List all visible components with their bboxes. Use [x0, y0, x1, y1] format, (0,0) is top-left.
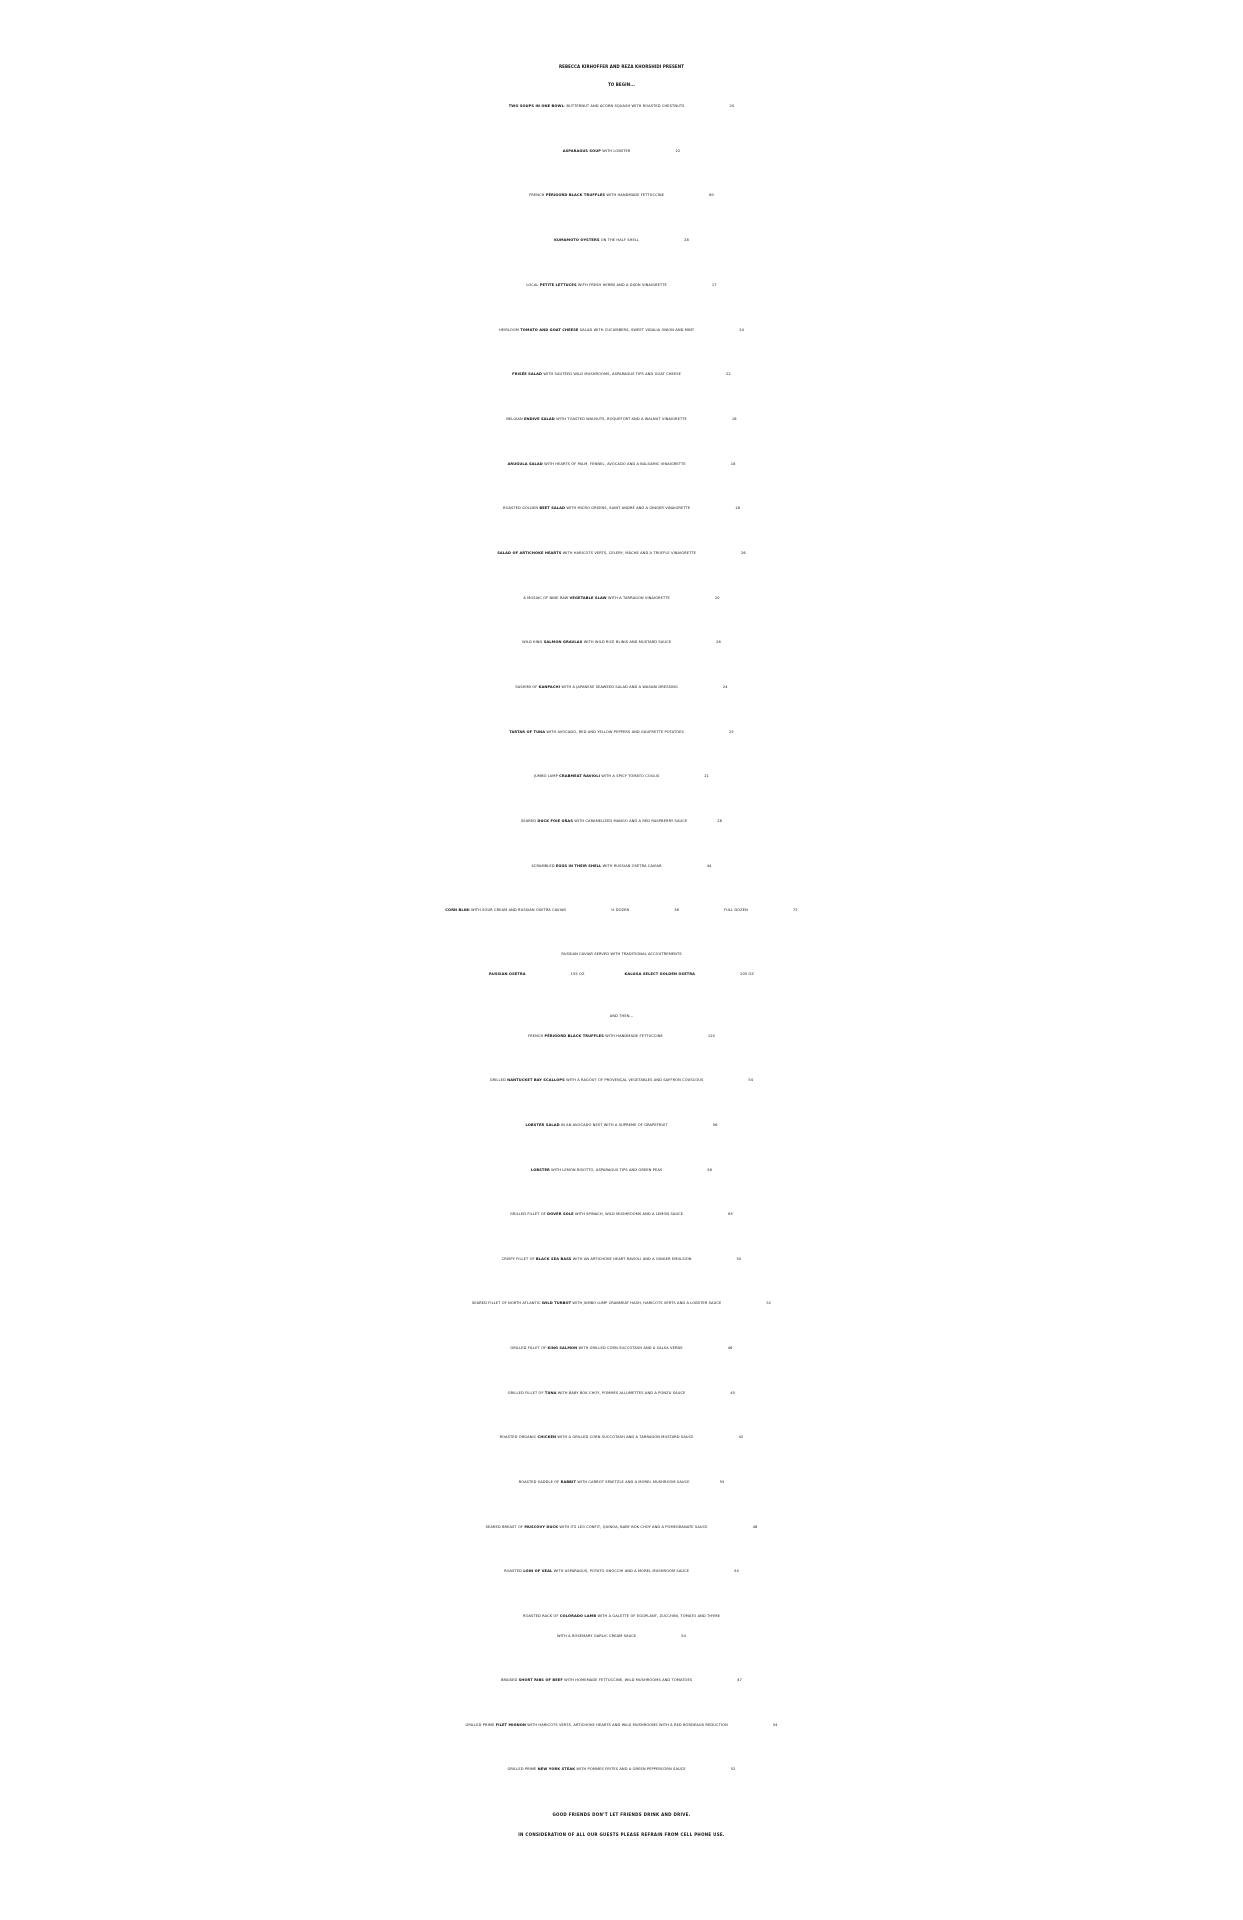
dish-name: EGGS IN THEIR SHELL	[555, 864, 602, 868]
dish-name: VEGETABLE SLAW	[569, 596, 607, 600]
dish-price: 54	[748, 1078, 754, 1082]
dish-price: 25	[728, 730, 734, 734]
menu-item: ROASTED ORGANIC CHICKEN WITH A GRILLED CORN SUCCOTASH AND A TARRAGON MUSTARD SAUCE 42	[0, 1428, 1243, 1446]
dish-price: 28	[684, 238, 689, 242]
dish-price: 24	[722, 685, 728, 689]
dish-price: 18	[730, 462, 736, 466]
dish-price: 52	[766, 1301, 772, 1305]
dish-price: 22	[726, 372, 731, 376]
half-dozen-label: ½ DOZEN	[610, 908, 630, 912]
dish-price: 54	[734, 1569, 739, 1573]
menu-item: TWO SOUPS IN ONE BOWL: BUTTERNUT AND ACORN SQUASH WITH ROASTED CHESTNUTS 20	[0, 97, 1243, 115]
dish-name: SALAD OF ARTICHOKE HEARTS	[497, 551, 562, 555]
dish-name: ASPARAGUS SOUP	[562, 149, 602, 153]
caviar-price: 155 OZ	[570, 972, 585, 976]
full-dozen-price: 72	[792, 908, 798, 912]
dish-name: BEET SALAD	[539, 506, 566, 510]
dish-name: MUSCOVY DUCK	[524, 1525, 559, 1529]
dish-price: 26	[741, 551, 746, 555]
menu-item: WILD KING SALMON GRAVLAX WITH WILD RICE BLINIS AND MUSTARD SAUCE 26	[0, 633, 1243, 651]
dish-price: 42	[738, 1435, 744, 1439]
dish-name: COLORADO LAMB	[559, 1614, 597, 1618]
menu-item: ARUGULA SALAD WITH HEARTS OF PALM, FENNEL, AVOCADO AND A BALSAMIC VINAIGRETTE 18	[0, 455, 1243, 473]
dish-price: 56	[707, 1168, 713, 1172]
menu-item: GRILLED FILLET OF DOVER SOLE WITH SPINACH, WILD MUSHROOMS AND A LEMON SAUCE 65	[0, 1205, 1243, 1223]
dish-price: 26	[716, 640, 721, 644]
menu-item: LOBSTER SALAD IN AN AVOCADO NEST WITH A SUPREME OF GRAPEFRUIT 56	[0, 1116, 1243, 1134]
menu-item: ROASTED SADDLE OF RABBIT WITH CARROT SPAETZLE AND A MOREL MUSHROOM SAUCE 55	[0, 1473, 1243, 1491]
dish-name: SALMON GRAVLAX	[543, 640, 583, 644]
dish-name: LOIN OF VEAL	[523, 1569, 553, 1573]
dish-price: 54	[681, 1634, 687, 1638]
dish-price: 22	[675, 149, 681, 153]
menu-item: ROASTED GOLDEN BEET SALAD WITH MICRO GREENS, SAINT ANDRÉ AND A GINGER VINAIGRETTE 18	[0, 499, 1243, 517]
dish-price: 65	[728, 1212, 733, 1216]
dish-price: 60	[709, 193, 714, 197]
dish-name: FILET MIGNON	[495, 1723, 526, 1727]
half-dozen-price: 36	[674, 908, 680, 912]
menu-item: SASHIMI OF KANPACHI WITH A JAPANESE SEAWEED SALAD AND A WASABI DRESSING 24	[0, 678, 1243, 696]
dish-name: WILD TURBOT	[541, 1301, 572, 1305]
dish-name: NEW YORK STEAK	[537, 1767, 576, 1771]
dish-name: TUNA	[544, 1391, 557, 1395]
dish-price: 24	[739, 328, 744, 332]
caviar-intro: RUSSIAN CAVIAR SERVED WITH TRADITIONAL ACCOUTREMENTS	[561, 952, 682, 956]
dish-name: KANPACHI	[538, 685, 561, 689]
dish-price: 55	[719, 1480, 725, 1484]
dish-name: LOBSTER SALAD	[525, 1123, 560, 1127]
dish-name: DUCK FOIE GRAS	[537, 819, 574, 823]
menu-item: ASPARAGUS SOUP WITH LOBSTER 22	[0, 142, 1243, 160]
menu-item: HEIRLOOM TOMATO AND GOAT CHEESE SALAD WITH CUCUMBERS, SWEET VIDALIA ONION AND MINT 24	[0, 321, 1243, 339]
dish-price: 52	[730, 1767, 736, 1771]
dish-name: PETITE LETTUCES	[539, 283, 577, 287]
menu-item: FRISÉE SALAD WITH SAUTÉED WILD MUSHROOMS, ASPARAGUS TIPS AND GOAT CHEESE 22	[0, 365, 1243, 383]
mains-heading: AND THEN...	[609, 1014, 634, 1018]
dish-name: TARTAR OF TUNA	[509, 730, 546, 734]
full-dozen-label: FULL DOZEN	[724, 908, 748, 912]
dish-name: CORN BLINI	[445, 908, 470, 912]
menu-item: A MOSIAC OF NINE RAW VEGETABLE SLAW WITH A TARRAGON VINAIGRETTE 20	[0, 589, 1243, 607]
dish-price: 17	[711, 283, 717, 287]
footer-phone-notice: IN CONSIDERATION OF ALL OUR GUESTS PLEASE REFRAIN FROM CELL PHONE USE.	[518, 1832, 725, 1837]
menu-item: GRILLED NANTUCKET BAY SCALLOPS WITH A RAGÔUT OF PROVENÇAL VEGETABLES AND SAFFRON COUSCOUS 54	[0, 1071, 1243, 1089]
caviar-name: RUSSIAN OSETRA	[489, 972, 526, 976]
menu-item: LOCAL PETITE LETTUCES WITH FRESH HERBS AND A DIJON VINAIGRETTE 17	[0, 276, 1243, 294]
dish-name: SHORT RIBS OF BEEF	[518, 1678, 563, 1682]
menu-item-lamb-line2: WITH A ROSEMARY GARLIC CREAM SAUCE 54	[0, 1627, 1243, 1645]
dish-name: FRISÉE SALAD	[512, 372, 543, 376]
dish-price: 20	[714, 596, 720, 600]
dish-price: 18	[735, 506, 741, 510]
dish-price: 21	[704, 774, 709, 778]
caviar-options	[0, 965, 1243, 983]
menu-item: GRILLED PRIME NEW YORK STEAK WITH POMMES FRITES AND A GREEN PEPPERCORN SAUCE 52	[0, 1760, 1243, 1778]
footer-drive-notice: GOOD FRIENDS DON’T LET FRIENDS DRINK AND DRIVE.	[552, 1812, 691, 1817]
dish-price: 50	[736, 1257, 742, 1261]
dish-price: 120	[707, 1034, 716, 1038]
dish-price: 45	[730, 1391, 736, 1395]
dish-name: PÉRIGORD BLACK TRUFFLES	[544, 1034, 604, 1038]
dish-name: RABBIT	[560, 1480, 577, 1484]
dish-name: LOBSTER	[530, 1168, 550, 1172]
dish-name: KING SALMON	[547, 1346, 578, 1350]
dish-price: 28	[717, 819, 722, 823]
presenters-line: REBECCA KIRHOFFER AND REZA KHORSHIDI PRESENT	[558, 64, 685, 69]
dish-price: 18	[731, 417, 737, 421]
dish-name: ARUGULA SALAD	[507, 462, 543, 466]
dish-name: KUMAMOTO OYSTERS	[554, 238, 600, 242]
dish-price: 47	[737, 1678, 742, 1682]
dish-price: 44	[706, 864, 712, 868]
menu-item: BELGIAN ENDIVE SALAD WITH TOASTED WALNUTS, ROQUEFORT AND A WALNUT VINAIGRETTE 18	[0, 410, 1243, 428]
menu-item: SALAD OF ARTICHOKE HEARTS WITH HARICOTS VERTS, CELERY, MÂCHE AND A TRUFFLE VINAIGRETTE 26	[0, 544, 1243, 562]
menu-item: GRILLED FILLET OF TUNA WITH BABY BOK CHOY, POMMES ALLUMETTES AND A PONZU SAUCE 45	[0, 1384, 1243, 1402]
starters-heading: TO BEGIN...	[607, 82, 636, 87]
menu-item: KUMAMOTO OYSTERS ON THE HALF SHELL 28	[0, 231, 1243, 249]
dish-price: 46	[727, 1346, 733, 1350]
dish-price: 48	[752, 1525, 758, 1529]
dish-price: 56	[712, 1123, 718, 1127]
menu-item: GRILLED FILLET OF KING SALMON WITH GRILLED CORN SUCCOTASH AND A SALSA VERDE 46	[0, 1339, 1243, 1357]
dish-price: 54	[772, 1723, 778, 1727]
dish-name: DOVER SOLE	[547, 1212, 574, 1216]
menu-item: CRISPY FILLET OF BLACK SEA BASS WITH AN ARTICHOKE HEART RAVIOLI AND A GINGER EMULSION 50	[0, 1250, 1243, 1268]
menu-item: ROASTED LOIN OF VEAL WITH ASPARAGUS, POTATO GNOCCHI AND A MOREL MUSHROOM SAUCE 54	[0, 1562, 1243, 1580]
menu-item: SEARED DUCK FOIE GRAS WITH CARAMELIZED MANGO AND A RED RASPBERRY SAUCE 28	[0, 812, 1243, 830]
menu-item: FRENCH PÉRIGORD BLACK TRUFFLES WITH HANDMADE FETTUCCINE 60	[0, 186, 1243, 204]
menu-item-blini: CORN BLINI WITH SOUR CREAM AND RUSSIAN OSETRA CAVIAR ½ DOZEN 36 FULL DOZEN 72	[0, 901, 1243, 919]
menu-item: TARTAR OF TUNA WITH AVOCADO, RED AND YELLOW PEPPERS AND GAUFRETTE POTATOES 25	[0, 723, 1243, 741]
menu-item: BRAISED SHORT RIBS OF BEEF WITH HOMEMADE FETTUCCINE, WILD MUSHROOMS AND TOMATOES 47	[0, 1671, 1243, 1689]
menu-item: SEARED FILLET OF NORTH ATLANTIC WILD TURBOT WITH JUMBO LUMP CRABMEAT HASH, HARICOTS VERTS AND A LOBSTER SAUCE 52	[0, 1294, 1243, 1312]
caviar-price: 205 OZ	[740, 972, 754, 976]
dish-price: 20	[729, 104, 735, 108]
dish-name: BLACK SEA BASS	[535, 1257, 572, 1261]
dish-name: NANTUCKET BAY SCALLOPS	[507, 1078, 565, 1082]
menu-item: SCRAMBLED EGGS IN THEIR SHELL WITH RUSSIAN OSETRA CAVIAR 44	[0, 857, 1243, 875]
menu-item-lamb: ROASTED RACK OF COLORADO LAMB WITH A GALETTE OF EGGPLANT, ZUCCHINI, TOMATO AND THYME	[522, 1614, 721, 1618]
caviar-name: KALUGA SELECT GOLDEN OSETRA	[624, 972, 696, 976]
dish-name: ENDIVE SALAD	[524, 417, 555, 421]
menu-item: SEARED BREAST OF MUSCOVY DUCK WITH ITS LEG CONFIT, QUINOA, BABY BOK CHOY AND A POMEGRANATE SAUCE 48	[0, 1518, 1243, 1536]
menu-item: FRENCH PÉRIGORD BLACK TRUFFLES WITH HANDMADE FETTUCCINE 120	[0, 1027, 1243, 1045]
dish-name: TOMATO AND GOAT CHEESE	[520, 328, 579, 332]
menu-item: JUMBO LUMP CRABMEAT RAVIOLI WITH A SPICY TOMATO COULIS 21	[0, 767, 1243, 785]
dish-name: PÉRIGORD BLACK TRUFFLES	[545, 193, 606, 197]
dish-name: TWO SOUPS IN ONE BOWL	[508, 104, 564, 108]
dish-name: CRABMEAT RAVIOLI	[559, 774, 601, 778]
menu-item: LOBSTER WITH LEMON RISOTTO, ASPARAGUS TIPS AND GREEN PEAS 56	[0, 1161, 1243, 1179]
menu-item: GRILLED PRIME FILET MIGNON WITH HARICOTS VERTS, ARTICHOKE HEARTS AND WILD MUSHROOMS WITH A RED BORDEAUX REDUCTION 54	[0, 1716, 1243, 1734]
dish-name: CHICKEN	[537, 1435, 557, 1439]
